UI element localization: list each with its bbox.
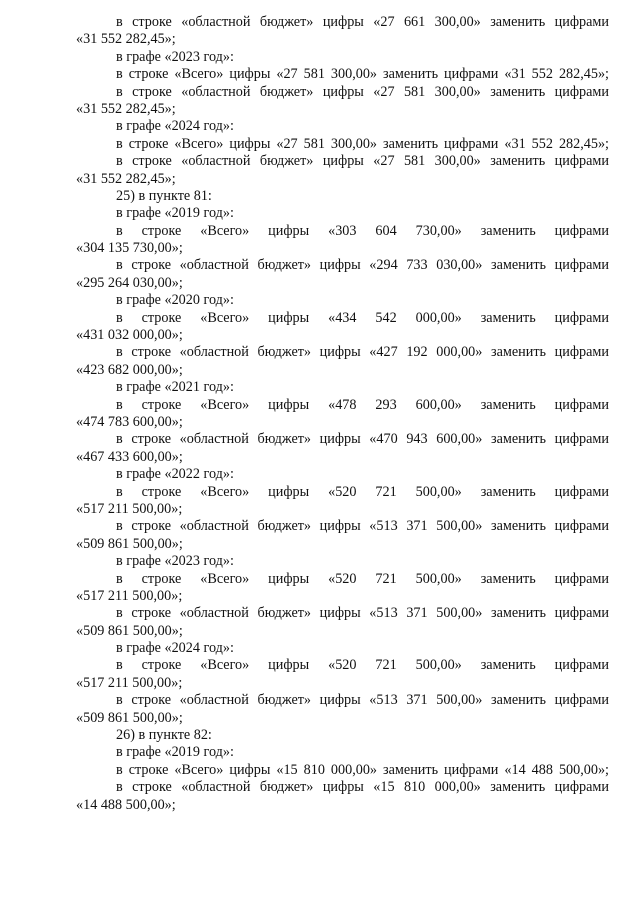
text-line-content: «509 861 500,00»; [76, 709, 183, 726]
text-line [76, 397, 609, 414]
text-line [76, 692, 609, 709]
text-line [76, 188, 609, 205]
text-line [76, 588, 609, 605]
text-line-content: в строке «Всего» цифры «520 721 500,00» заменить цифрами [116, 483, 609, 500]
text-line-content: в строке «областной бюджет» цифры «470 943 600,00» заменить цифрами [116, 431, 609, 448]
text-line-content: в строке «областной бюджет» цифры «513 371 500,00» заменить цифрами [116, 605, 609, 622]
text-line-content: «295 264 030,00»; [76, 274, 183, 291]
text-line [76, 31, 609, 48]
text-line [76, 362, 609, 379]
text-line [76, 675, 609, 692]
text-line [76, 240, 609, 257]
text-line-content: в строке «областной бюджет» цифры «513 371 500,00» заменить цифрами [116, 518, 609, 535]
text-line-content: «31 552 282,45»; [76, 170, 176, 187]
text-line [76, 84, 609, 101]
text-line-content: «31 552 282,45»; [76, 100, 176, 117]
text-line [76, 66, 609, 83]
text-line [76, 536, 609, 553]
text-line-content: «509 861 500,00»; [76, 622, 183, 639]
text-line [76, 640, 609, 657]
text-line-content: в строке «Всего» цифры «478 293 600,00» заменить цифрами [116, 396, 609, 413]
text-line-content: «31 552 282,45»; [76, 31, 176, 48]
text-line-content: в строке «областной бюджет» цифры «427 192 000,00» заменить цифрами [116, 344, 609, 361]
text-line [76, 310, 609, 327]
text-line-content: в строке «Всего» цифры «520 721 500,00» заменить цифрами [116, 657, 609, 674]
text-line-content: в графе «2023 год»: [116, 48, 234, 65]
text-line-content: «509 861 500,00»; [76, 535, 183, 552]
text-line-content: в строке «областной бюджет» цифры «27 661 300,00» заменить цифрами [116, 14, 609, 30]
text-line [76, 292, 609, 309]
text-line [76, 553, 609, 570]
text-line-content: «423 682 000,00»; [76, 361, 183, 378]
text-line-content: в графе «2019 год»: [116, 744, 234, 761]
text-line [76, 136, 609, 153]
text-line [76, 327, 609, 344]
text-line-content: «517 211 500,00»; [76, 674, 183, 691]
text-line [76, 101, 609, 118]
text-line [76, 797, 609, 814]
text-line-content: в строке «Всего» цифры «27 581 300,00» заменить цифрами «31 552 282,45»; [116, 135, 609, 152]
text-line [76, 414, 609, 431]
text-line [76, 623, 609, 640]
text-line [76, 344, 609, 361]
text-line [76, 518, 609, 535]
text-line [76, 14, 609, 31]
text-line-content: 26) в пункте 82: [116, 727, 212, 744]
text-line-content: в графе «2024 год»: [116, 118, 234, 135]
text-line [76, 744, 609, 761]
text-line-content: «517 211 500,00»; [76, 587, 183, 604]
text-line-content: в строке «Всего» цифры «520 721 500,00» заменить цифрами [116, 570, 609, 587]
text-line [76, 431, 609, 448]
text-line [76, 605, 609, 622]
text-line [76, 484, 609, 501]
text-line-content: в строке «областной бюджет» цифры «15 810 000,00» заменить цифрами [116, 779, 609, 796]
text-line-content: в строке «областной бюджет» цифры «513 371 500,00» заменить цифрами [116, 692, 609, 709]
text-line-content: в графе «2020 год»: [116, 292, 234, 309]
text-line [76, 779, 609, 796]
text-line [76, 727, 609, 744]
text-line [76, 171, 609, 188]
text-line-content: в строке «областной бюджет» цифры «27 581 300,00» заменить цифрами [116, 83, 609, 100]
text-line [76, 223, 609, 240]
text-line-content: «431 032 000,00»; [76, 327, 183, 344]
text-line-content: в графе «2024 год»: [116, 640, 234, 657]
text-line-content: в строке «областной бюджет» цифры «27 581 300,00» заменить цифрами [116, 153, 609, 170]
text-line [76, 762, 609, 779]
document-body [76, 14, 609, 814]
text-line-content: в строке «Всего» цифры «434 542 000,00» заменить цифрами [116, 309, 609, 326]
text-line-content: в графе «2019 год»: [116, 205, 234, 222]
text-line-content: в строке «областной бюджет» цифры «294 733 030,00» заменить цифрами [116, 257, 609, 274]
text-line [76, 257, 609, 274]
text-line-content: в графе «2023 год»: [116, 553, 234, 570]
text-line [76, 466, 609, 483]
text-line-content: 25) в пункте 81: [116, 187, 212, 204]
text-line [76, 571, 609, 588]
text-line-content: в строке «Всего» цифры «15 810 000,00» заменить цифрами «14 488 500,00»; [116, 761, 609, 778]
text-line [76, 449, 609, 466]
text-line [76, 501, 609, 518]
text-line-content: «304 135 730,00»; [76, 240, 183, 257]
text-line-content: «14 488 500,00»; [76, 796, 176, 813]
text-line-content: «467 433 600,00»; [76, 448, 183, 465]
text-line [76, 275, 609, 292]
text-line-content: «517 211 500,00»; [76, 500, 183, 517]
text-line [76, 49, 609, 66]
text-line-content: в графе «2021 год»: [116, 379, 234, 396]
text-line [76, 205, 609, 222]
text-line [76, 153, 609, 170]
text-line-content: в строке «Всего» цифры «27 581 300,00» заменить цифрами «31 552 282,45»; [116, 66, 609, 83]
text-line [76, 710, 609, 727]
text-line-content: в графе «2022 год»: [116, 466, 234, 483]
text-line [76, 379, 609, 396]
text-line [76, 657, 609, 674]
text-line-content: в строке «Всего» цифры «303 604 730,00» заменить цифрами [116, 222, 609, 239]
text-line [76, 118, 609, 135]
text-line-content: «474 783 600,00»; [76, 413, 183, 430]
